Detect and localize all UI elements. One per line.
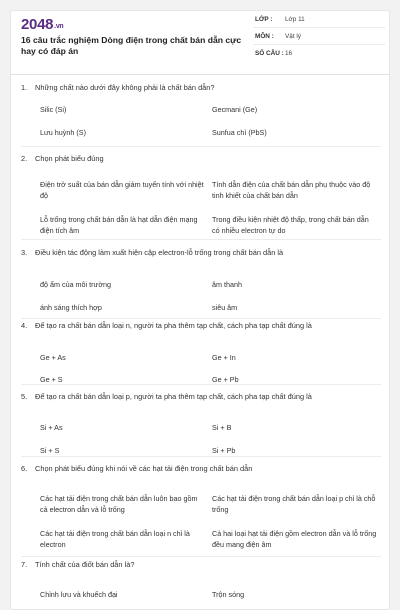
question-number: 6. [21, 464, 28, 473]
question-3 [21, 248, 381, 312]
question-1 [21, 83, 381, 137]
meta-value: 16 [285, 50, 293, 57]
question-7 [21, 560, 381, 599]
divider [21, 384, 381, 385]
meta-row-subject [253, 28, 385, 45]
question-number: 3. [21, 248, 28, 257]
question-text: 4. Để tạo ra chất bán dẫn loại n, người ta pha thêm tạp chất, cách pha tạp chất đúng là [21, 321, 312, 330]
worksheet-page [10, 10, 390, 610]
option-b[interactable]: Các hạt tải điện trong chất bán dẫn loại p chỉ là chỗ trống [212, 494, 376, 514]
divider [21, 456, 381, 457]
option-c[interactable]: Ge + S [40, 375, 63, 384]
option-a[interactable]: Chỉnh lưu và khuếch đại [40, 590, 118, 599]
meta-label: LỚP : [255, 15, 273, 23]
divider [21, 556, 381, 557]
option-a[interactable]: Điện trở suất của bán dẫn giảm tuyến tính với nhiệt độ [40, 180, 204, 200]
option-d[interactable]: Cả hai loại hạt tải điện gồm electron dẫn và lỗ trống đều mang điện âm [212, 529, 377, 549]
page-title: 16 câu trắc nghiệm Dòng điện trong chất bán dẫn cực hay có đáp án [21, 35, 242, 56]
option-a[interactable]: Silic (Si) [40, 105, 67, 114]
option-c[interactable]: Lưu huỳnh (S) [40, 128, 86, 137]
option-c[interactable]: Lỗ trống trong chất bán dẫn là hạt dẫn điện mạng điện tích âm [40, 215, 198, 235]
option-b[interactable]: âm thanh [212, 280, 242, 289]
option-b[interactable]: Ge + In [212, 353, 236, 362]
meta-row-count [253, 45, 385, 62]
meta-value: Lớp 11 [285, 15, 305, 23]
option-a[interactable]: độ ẩm của môi trường [40, 280, 112, 289]
meta-label: MÔN : [255, 32, 274, 40]
question-text: 6. Chọn phát biểu đúng khi nói về các hạt tải điện trong chất bán dẫn [21, 464, 253, 473]
meta-label: SỐ CÂU : [255, 50, 284, 57]
option-b[interactable]: Trộn sóng [212, 590, 245, 599]
question-text: 3. Điều kiện tác động làm xuất hiện cặp electron-lỗ trống trong chất bán dẫn là [21, 248, 284, 257]
option-c[interactable]: Các hạt tải điện trong chất bán dẫn loại n chỉ là electron [40, 529, 190, 549]
option-d[interactable]: Ge + Pb [212, 375, 239, 384]
option-b[interactable]: Tính dẫn điện của chất bán dẫn phụ thuộc vào độ tinh khiết của chất bán dẫn [212, 180, 371, 200]
option-d[interactable]: Si + Pb [212, 446, 236, 455]
site-logo[interactable]: 2048.vn [21, 16, 64, 33]
question-4 [21, 321, 381, 384]
question-text: 2. Chọn phát biểu đúng [21, 154, 104, 163]
option-d[interactable]: Sunfua chì (PbS) [212, 128, 267, 137]
meta-panel [253, 11, 385, 62]
option-b[interactable]: Gecmani (Ge) [212, 105, 258, 114]
divider [21, 239, 381, 240]
option-a[interactable]: Si + As [40, 423, 63, 432]
question-5 [21, 392, 381, 455]
question-number: 2. [21, 154, 28, 163]
option-b[interactable]: Si + B [212, 423, 232, 432]
meta-value: Vật lý [285, 32, 301, 40]
question-number: 5. [21, 392, 28, 401]
option-a[interactable]: Các hạt tải điện trong chất bán dẫn luôn bao gồm cả electron dẫn và lỗ trống [40, 494, 198, 514]
option-c[interactable]: Si + S [40, 446, 60, 455]
question-number: 7. [21, 560, 28, 569]
divider [21, 146, 381, 147]
option-d[interactable]: siêu âm [212, 303, 238, 312]
question-2 [21, 154, 381, 235]
question-text: 7. Tính chất của điốt bán dẫn là? [21, 560, 135, 569]
divider [21, 318, 381, 319]
option-c[interactable]: ánh sáng thích hợp [40, 303, 102, 312]
worksheet-header [11, 11, 389, 75]
question-number: 1. [21, 83, 28, 92]
option-a[interactable]: Ge + As [40, 353, 66, 362]
question-6 [21, 464, 381, 549]
option-d[interactable]: Trong điều kiện nhiệt độ thấp, trong chất bán dẫn có nhiều electron tự do [212, 215, 369, 235]
question-text: 5. Để tạo ra chất bán dẫn loại p, người ta pha thêm tạp chất, cách pha tạp chất đúng là [21, 392, 312, 401]
question-number: 4. [21, 321, 28, 330]
question-text: 1. Những chất nào dưới đây không phải là chất bán dẫn? [21, 83, 215, 92]
meta-row-grade [253, 11, 385, 28]
